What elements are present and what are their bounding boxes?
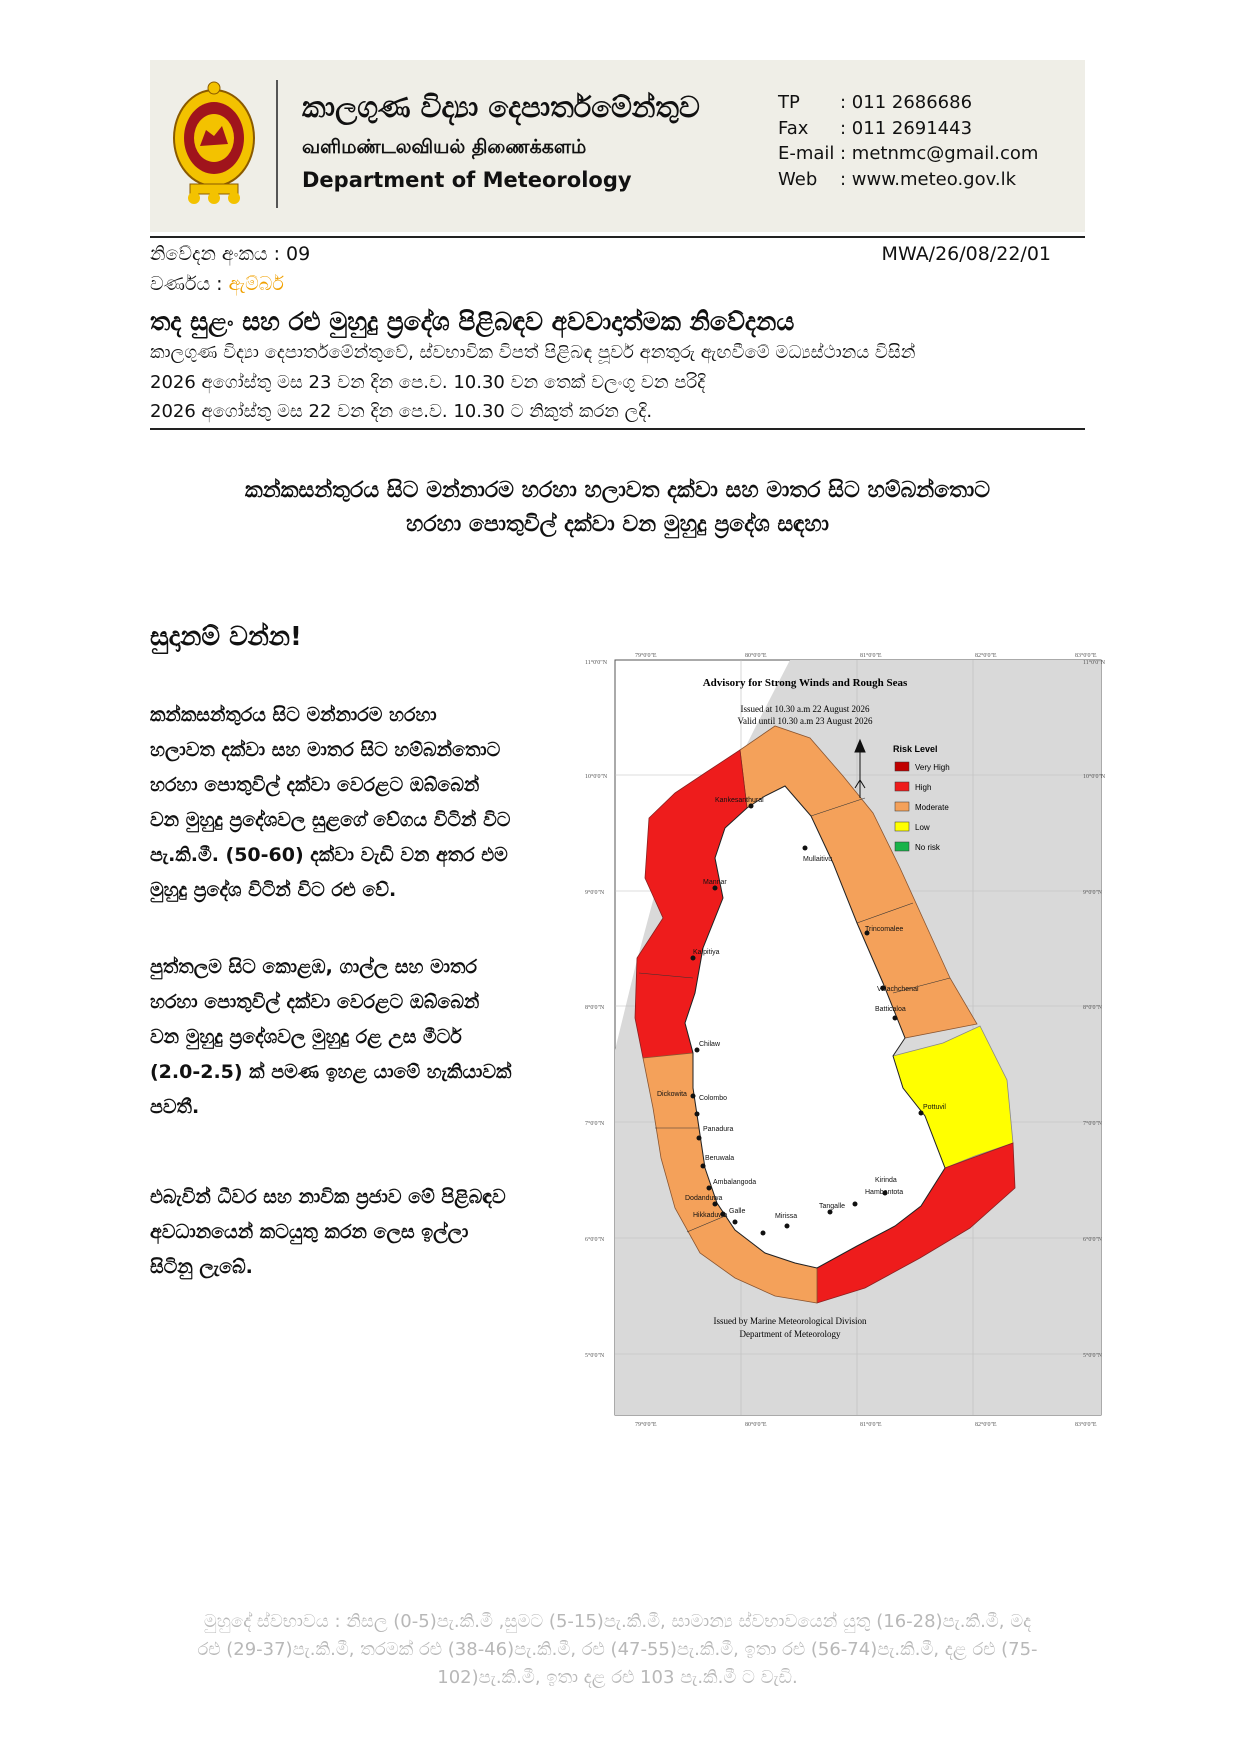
town-label: Beruwala <box>705 1155 735 1162</box>
subtitle-line: 2026 අගෝස්තු මස 22 වන දින පෙ.ව. 10.30 ට නිකුත් කරන ලදි. <box>150 401 653 422</box>
lon-tick-label: 82°0'0"E <box>975 1422 997 1428</box>
legend-swatch-moderate <box>895 802 909 811</box>
lat-tick-label: 8°0'0"N <box>1083 1005 1103 1011</box>
lon-tick-label: 80°0'0"E <box>745 653 767 659</box>
town-label: Kirinda <box>875 1177 897 1184</box>
contact-email: E-mail : metnmc@gmail.com <box>778 143 1039 164</box>
letterhead <box>150 60 1085 232</box>
caution-heading: සුදානම් වන්න! <box>150 622 302 652</box>
lon-tick-label: 83°0'0"E <box>1075 1422 1097 1428</box>
rule-top <box>150 236 1085 238</box>
notice-number: නිවේදන අංකය : 09 <box>150 243 311 265</box>
lat-tick-label: 5°0'0"N <box>1083 1353 1103 1359</box>
paragraph-waves: පුත්තලම සිට කොළඹ, ගාල්ල සහ මාතර හරහා පොතුවිල් දක්වා වෙරළට ඔබ්බෙන් වන මුහුදු ප්‍රදේශවල මුහුදු රළ උස මීටර් (2.0-2.5) ක් පමණ ඉහළ යාමේ හැකියාවක් පවතී. <box>150 956 512 1118</box>
contact-phone: TP : 011 2686686 <box>778 92 973 113</box>
notice-title: තද සුළං සහ රළු මුහුදු ප්‍රදේශ පිළිබඳව අවවාදාත්මක නිවේදනය <box>150 307 795 336</box>
lat-tick-label: 10°0'0"N <box>1083 774 1106 780</box>
rule-bottom <box>150 428 1085 430</box>
map-issuer-dept: Department of Meteorology <box>739 1329 841 1339</box>
lat-tick-label: 11°0'0"N <box>1083 660 1106 666</box>
lat-tick-label: 5°0'0"N <box>585 1353 605 1359</box>
lat-tick-label: 9°0'0"N <box>585 890 605 896</box>
town-label: Panadura <box>703 1126 734 1133</box>
lon-tick-label: 79°0'0"E <box>635 653 657 659</box>
legend-swatch-very-high <box>895 762 909 771</box>
dept-name-tamil: வளிமண்டலவியல் திணைக்களம் <box>302 136 587 158</box>
area-heading: හරහා පොතුවිල් දක්වා වන මුහුදු ප්‍රදේශ සඳහා <box>406 512 829 537</box>
sea-state-footer: මුහුදේ ස්වභාවය : නිසල (0-5)පැ.කි.මී ,සුමට (5-15)පැ.කි.මී, සාමාන්‍ය ස්වභාවයෙන් යුතු (16-28)පැ.කි.මී, මද රළු (29-37)පැ.කි.මී, තරමක් රළු (38-46)පැ.කි.මී, රළු (47-55)පැ.කි.මී, ඉතා රළු (56-74)පැ.කි.මී, දළ රළු (75- 102)පැ.කි.මී, ඉතා දළ රළු 103 පැ.කි.මී ට වැඩි. <box>197 1611 1038 1688</box>
lon-tick-label: 81°0'0"E <box>860 1422 882 1428</box>
paragraph-request: එබැවින් ධීවර සහ නාවික ප්‍රජාව මේ පිළිබඳව අවධානයෙන් කටයුතු කරන ලෙස ඉල්ලා සිටිනු ලැබේ. <box>150 1186 506 1278</box>
town-label: Batticaloa <box>875 1006 906 1013</box>
contact-web: Web : www.meteo.gov.lk <box>778 168 1017 190</box>
amber-level: ඇම්බර් <box>228 273 284 295</box>
town-label: Dickowita <box>657 1091 687 1098</box>
header-divider <box>276 80 278 208</box>
lon-tick-label: 83°0'0"E <box>1075 653 1097 659</box>
legend-label: Moderate <box>915 803 949 812</box>
legend-label: High <box>915 783 932 792</box>
lon-tick-label: 79°0'0"E <box>635 1422 657 1428</box>
town-label: Trincomalee <box>865 926 904 933</box>
town-label: Hambantota <box>865 1189 904 1196</box>
lat-tick-label: 10°0'0"N <box>585 774 608 780</box>
contact-block <box>778 90 1038 192</box>
lat-tick-label: 11°0'0"N <box>585 660 608 666</box>
map-title: Advisory for Strong Winds and Rough Seas <box>702 677 908 689</box>
town-label: Tangalle <box>819 1203 846 1210</box>
town-label: Chilaw <box>699 1041 721 1048</box>
lat-tick-label: 6°0'0"N <box>585 1237 605 1243</box>
subtitle-line: කාලගුණ විද්‍යා දෙපාර්තමේන්තුවේ, ස්වභාවික විපත් පිළිබඳ පූර්ව අනතුරු ඇඟවීමේ මධ්‍යස්ථානය විසින් <box>150 342 916 363</box>
town-label: Kalpitiya <box>693 949 720 956</box>
legend-swatch-no-risk <box>895 842 909 851</box>
town-label: Ambalangoda <box>713 1179 757 1186</box>
lat-tick-label: 6°0'0"N <box>1083 1237 1103 1243</box>
dept-name-sinhala: කාලගුණ විද්‍යා දෙපාර්තමේන්තුව <box>302 90 700 124</box>
legend-label: No risk <box>915 843 940 852</box>
map-valid: Valid until 10.30 a.m 23 August 2026 <box>737 716 873 726</box>
town-label: Galle <box>729 1208 746 1215</box>
town-label: Kankesanthurai <box>715 797 764 804</box>
subtitle-line: 2026 අගෝස්තු මස 23 වන දින පෙ.ව. 10.30 වන තෙක් වලංගු වන පරිදි <box>150 372 706 393</box>
lon-tick-label: 81°0'0"E <box>860 653 882 659</box>
notice-reference: MWA/26/08/22/01 <box>881 243 1051 265</box>
notice-color: වර්ණය : ඇම්බර් <box>150 273 284 295</box>
lon-tick-label: 80°0'0"E <box>745 1422 767 1428</box>
town-label: Colombo <box>699 1095 728 1102</box>
town-label: Dodanduwa <box>685 1195 723 1202</box>
town-label: Hikkaduwa <box>693 1212 728 1219</box>
lat-tick-label: 7°0'0"N <box>1083 1121 1103 1127</box>
sri-lanka-emblem-icon <box>170 80 258 208</box>
lat-tick-label: 7°0'0"N <box>585 1121 605 1127</box>
legend-label: Low <box>915 823 930 832</box>
lat-tick-label: 8°0'0"N <box>585 1005 605 1011</box>
town-label: Mirissa <box>775 1213 798 1220</box>
town-label: Pottuvil <box>923 1104 946 1111</box>
town-label: Mullaitivu <box>803 856 833 863</box>
contact-fax: Fax : 011 2691443 <box>778 117 973 139</box>
legend-title: Risk Level <box>893 744 938 754</box>
map-issued: Issued at 10.30 a.m 22 August 2026 <box>740 704 870 714</box>
paragraph-wind: කන්කසන්තුරය සිට මන්නාරම හරහා හලාවත දක්වා සහ මාතර සිට හම්බන්තොට හරහා පොතුවිල් දක්වා වෙරළට ඔබ්බෙන් වන මුහුදු ප්‍රදේශවල සුළගේ වේගය විටින් විට පැ.කි.මී. (50-60) දක්වා වැඩි වන අතර එම මුහුදු ප්‍රදේශ විටින් විට රළු වේ. <box>150 704 511 901</box>
area-heading: කන්කසන්තුරය සිට මන්නාරම හරහා හලාවත දක්වා සහ මාතර සිට හම්බන්තොට <box>244 478 991 503</box>
lat-tick-label: 9°0'0"N <box>1083 890 1103 896</box>
advisory-map <box>575 648 1115 1438</box>
lon-tick-label: 82°0'0"E <box>975 653 997 659</box>
town-label: Mannar <box>703 879 727 886</box>
map-issuer: Issued by Marine Meteorological Division <box>713 1316 867 1326</box>
legend-swatch-low <box>895 822 909 831</box>
dept-name-english: Department of Meteorology <box>302 168 632 192</box>
legend-label: Very High <box>915 763 950 772</box>
town-label: Valachchenai <box>877 986 919 993</box>
legend-swatch-high <box>895 782 909 791</box>
